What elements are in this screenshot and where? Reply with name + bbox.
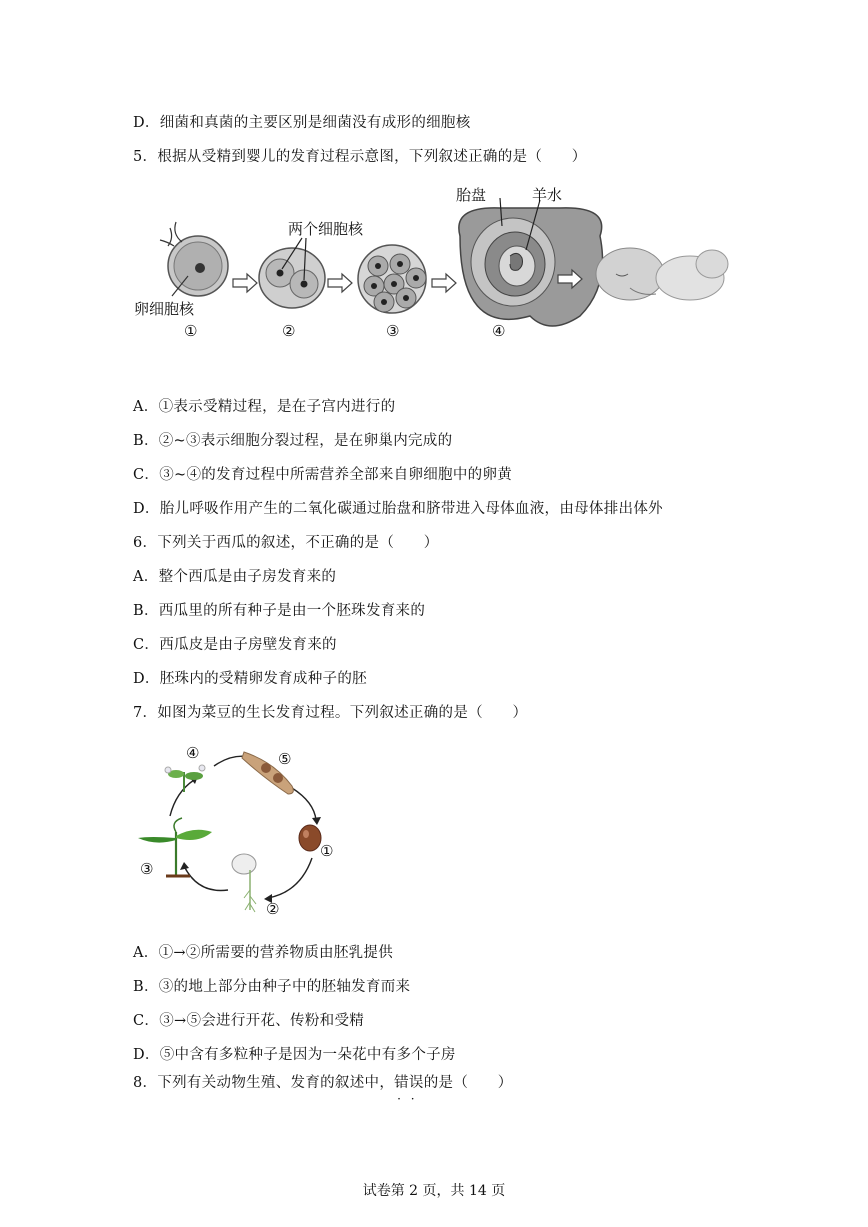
q7-option-c: C．③→⑤会进行开花、传粉和受精 [133, 1013, 365, 1029]
stage-3-number: ③ [140, 860, 154, 878]
stage-2-number: ② [282, 322, 296, 340]
flowering-plant-drawing [165, 765, 205, 792]
placenta-label: 胎盘 [456, 186, 487, 204]
fetus-in-uterus-drawing [459, 198, 603, 326]
two-nuclei-label: 两个细胞核 [288, 220, 364, 238]
q8-stem-end: 的是（ ） [423, 1075, 513, 1091]
q8-stem [133, 1073, 513, 1093]
q7-option-d: D．⑤中含有多粒种子是因为一朵花中有多个子房 [133, 1047, 456, 1063]
baby-drawing [596, 248, 728, 300]
q5-option-c: C．③~④的发育过程中所需营养全部来自卵细胞中的卵黄 [133, 467, 513, 483]
q8-stem-start: 8．下列有关动物生殖、发育的叙述中， [133, 1075, 395, 1091]
egg-nucleus-label: 卵细胞核 [134, 300, 195, 318]
stage-3-number: ③ [386, 322, 400, 340]
q7-option-a: A．①→②所需要的营养物质由胚乳提供 [133, 945, 394, 961]
stage-5-number: ⑤ [278, 750, 292, 768]
q5-stem: 5．根据从受精到婴儿的发育过程示意图，下列叙述正确的是（ ） [133, 149, 587, 165]
bean-seed-drawing [299, 825, 321, 851]
q7-figure [132, 740, 352, 925]
page-footer: 试卷第 2 页，共 14 页 [362, 1183, 506, 1199]
q4-option-d: D．细菌和真菌的主要区别是细菌没有成形的细胞核 [133, 115, 471, 131]
morula-drawing [358, 245, 426, 313]
stage-4-number: ④ [492, 322, 506, 340]
bean-life-cycle-diagram [132, 740, 352, 925]
q5-option-a: A．①表示受精过程，是在子宫内进行的 [133, 399, 396, 415]
q8-emphasis-word: 错误 · · [394, 1075, 424, 1091]
q5-option-d: D．胎儿呼吸作用产生的二氧化碳通过胎盘和脐带进入母体血液，由母体排出体外 [133, 501, 663, 517]
q6-option-d: D．胚珠内的受精卵发育成种子的胚 [133, 671, 367, 687]
stage-4-number: ④ [186, 744, 200, 762]
q6-option-b: B．西瓜里的所有种子是由一个胚珠发育来的 [133, 603, 426, 619]
q5-option-b: B．②~③表示细胞分裂过程，是在卵巢内完成的 [133, 433, 453, 449]
q7-stem: 7．如图为菜豆的生长发育过程。下列叙述正确的是（ ） [133, 705, 528, 721]
stage-1-number: ① [184, 322, 198, 340]
fertilized-egg-drawing [160, 222, 228, 296]
q6-option-c: C．西瓜皮是由子房壁发育来的 [133, 637, 337, 653]
stage-2-number: ② [266, 900, 280, 918]
amniotic-fluid-label: 羊水 [532, 186, 563, 204]
q6-stem: 6．下列关于西瓜的叙述，不正确的是（ ） [133, 535, 439, 551]
q5-figure [130, 178, 730, 348]
two-cell-drawing [259, 238, 325, 308]
development-diagram [130, 178, 730, 348]
germinating-seed-drawing [232, 854, 256, 912]
q6-option-a: A．整个西瓜是由子房发育来的 [133, 569, 337, 585]
q7-option-b: B．③的地上部分由种子中的胚轴发育而来 [133, 979, 411, 995]
stage-1-number: ① [320, 842, 334, 860]
